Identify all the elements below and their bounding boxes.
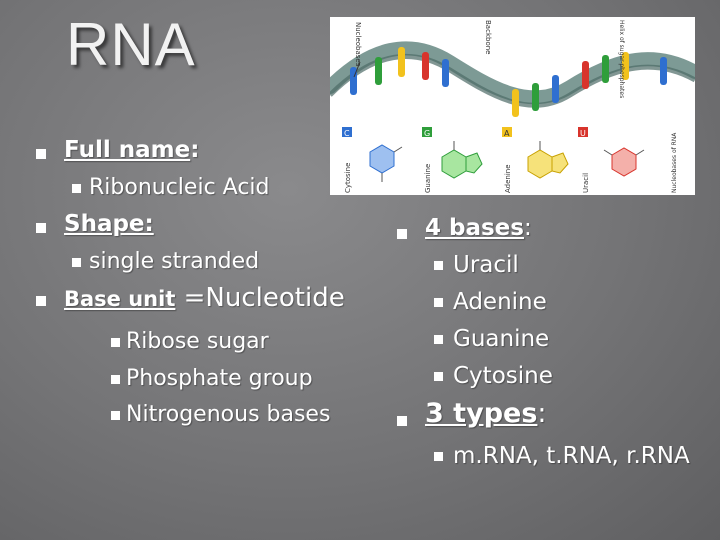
nucleotide-part-label: Phosphate group	[126, 366, 313, 391]
sub-bullet-marker	[111, 338, 120, 347]
label-helix: Helix of sugar-phosphates	[618, 20, 625, 99]
label-nucleobases-rna: Nucleobases of RNA	[671, 132, 678, 193]
label-uracil: Uracil	[582, 172, 590, 193]
label-nucleobases: Nucleobases	[354, 22, 362, 67]
peg-cytosine	[660, 57, 667, 85]
label-cytosine: Cytosine	[344, 162, 352, 193]
peg-guanine	[532, 83, 539, 111]
bullet-marker	[397, 229, 407, 239]
base-item	[434, 326, 549, 352]
label-adenine: Adenine	[504, 164, 512, 193]
rna-structure-diagram	[330, 17, 695, 195]
tag-g-label: G	[424, 129, 431, 138]
peg-guanine	[602, 55, 609, 83]
base-label: Adenine	[453, 289, 547, 315]
base-unit-label: Base unit	[64, 287, 176, 311]
full-name-item	[64, 137, 199, 163]
tag-a-label: A	[504, 129, 510, 138]
guanine-molecule	[442, 141, 482, 178]
backbone-ribbon	[330, 48, 695, 97]
base-label: Uracil	[453, 252, 519, 278]
base-label: Cytosine	[453, 363, 553, 389]
cytosine-molecule	[370, 145, 402, 182]
tag-u-label: U	[580, 129, 586, 138]
shape-item	[64, 211, 154, 237]
base-unit-value: =Nucleotide	[175, 283, 345, 313]
slide-title: RNA	[66, 11, 196, 78]
label-guanine: Guanine	[424, 163, 432, 193]
peg-cytosine	[552, 75, 559, 103]
full-name-value-item	[72, 175, 270, 200]
bullet-marker	[397, 416, 407, 426]
sub-bullet-marker	[434, 452, 443, 461]
peg-uracil	[422, 52, 429, 80]
types-item	[425, 398, 547, 429]
sub-bullet-marker	[434, 372, 443, 381]
shape-label: Shape:	[64, 211, 154, 237]
shape-value: single stranded	[89, 249, 260, 274]
sub-bullet-marker	[434, 335, 443, 344]
bullet-marker	[36, 296, 46, 306]
rna-structure-figure	[330, 17, 695, 195]
sub-bullet-marker	[72, 258, 81, 267]
uracil-molecule	[604, 148, 644, 176]
types-label: 3 types	[425, 398, 538, 429]
nucleotide-part-item	[111, 366, 313, 391]
base-item	[434, 363, 553, 389]
peg-uracil	[582, 61, 589, 89]
full-name-label: Full name	[64, 137, 191, 163]
types-colon: :	[537, 398, 547, 429]
base-unit-item	[64, 283, 345, 313]
label-backbone: Backbone	[484, 20, 492, 55]
sub-bullet-marker	[111, 375, 120, 384]
base-item	[434, 289, 547, 315]
base-label: Guanine	[453, 326, 550, 352]
sub-bullet-marker	[434, 261, 443, 270]
types-value-item	[434, 443, 690, 469]
peg-cytosine	[442, 59, 449, 87]
nucleotide-part-item	[111, 402, 330, 427]
shape-value-item	[72, 249, 259, 274]
bases-colon: :	[523, 215, 532, 241]
sub-bullet-marker	[111, 411, 120, 420]
peg-adenine	[398, 47, 405, 77]
bullet-marker	[36, 223, 46, 233]
nucleotide-part-label: Ribose sugar	[126, 329, 269, 354]
full-name-colon: :	[190, 137, 200, 163]
nucleotide-part-label: Nitrogenous bases	[126, 402, 331, 427]
bases-label: 4 bases	[425, 215, 524, 241]
peg-adenine	[512, 89, 519, 117]
adenine-molecule	[528, 141, 568, 178]
sub-bullet-marker	[72, 184, 81, 193]
base-item	[434, 252, 519, 278]
tag-c-label: C	[344, 129, 350, 138]
peg-guanine	[375, 57, 382, 85]
types-value: m.RNA, t.RNA, r.RNA	[453, 443, 690, 469]
bases-item	[425, 215, 532, 241]
nucleotide-part-item	[111, 329, 269, 354]
bullet-marker	[36, 149, 46, 159]
sub-bullet-marker	[434, 298, 443, 307]
full-name-value: Ribonucleic Acid	[89, 175, 270, 200]
